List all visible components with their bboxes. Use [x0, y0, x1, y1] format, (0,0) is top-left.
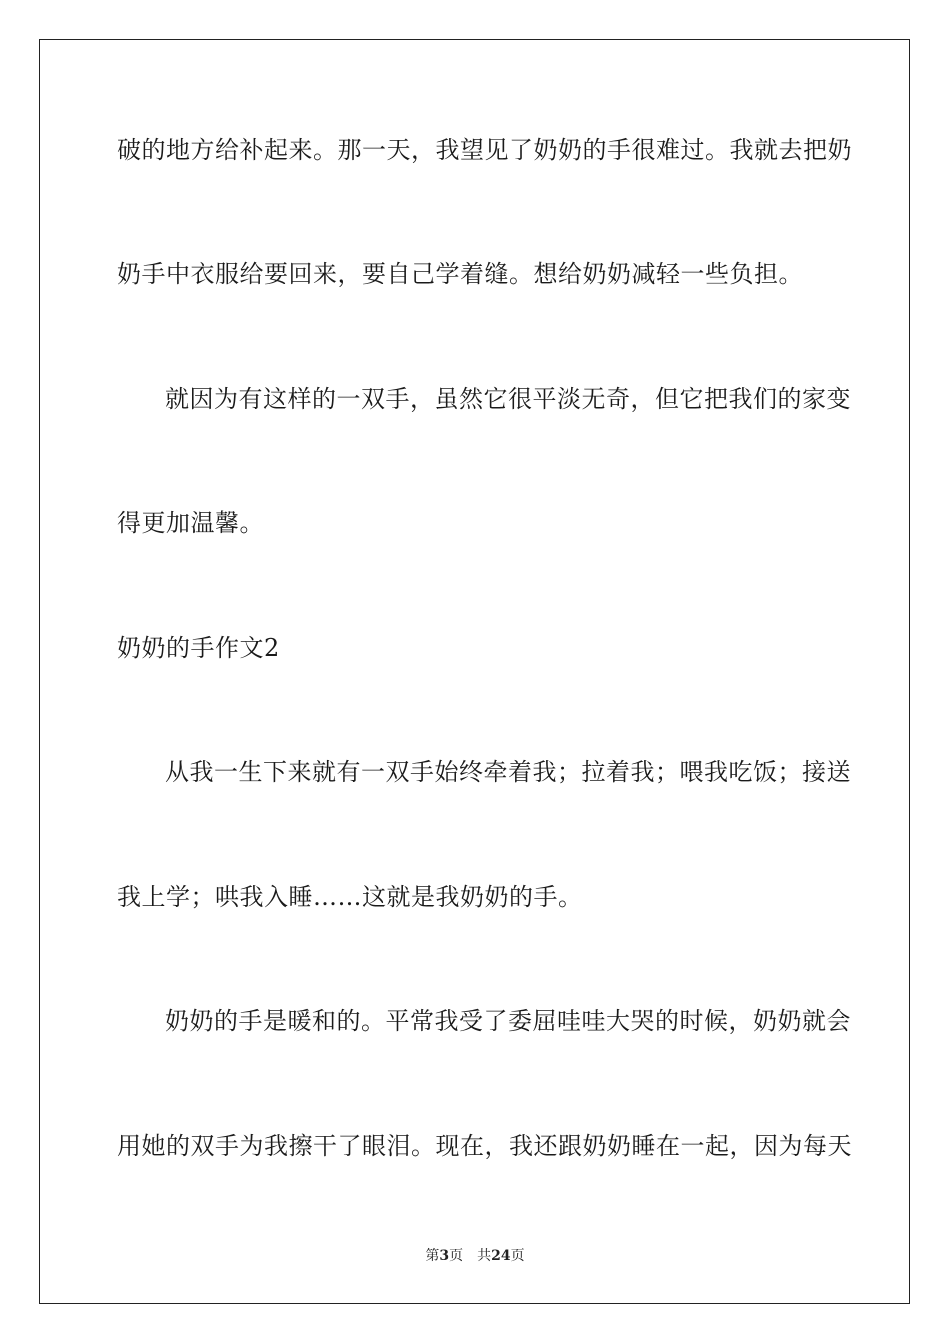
text-line-6: 从我一生下来就有一双手始终牵着我；拉着我；喂我吃饭；接送 [165, 758, 851, 786]
page-number: 3 [439, 1248, 450, 1264]
page-border [39, 39, 910, 1304]
text-line-2: 奶手中衣服给要回来，要自己学着缝。想给奶奶减轻一些负担。 [117, 260, 803, 288]
page-footer [0, 1247, 950, 1265]
page-suffix: 页 [449, 1248, 464, 1264]
total-pages: 24 [491, 1248, 511, 1264]
total-suffix: 页 [510, 1248, 525, 1264]
text-line-1: 破的地方给补起来。那一天，我望见了奶奶的手很难过。我就去把奶 [117, 136, 852, 164]
total-prefix: 共 [477, 1248, 492, 1264]
text-line-8: 奶奶的手是暖和的。平常我受了委屈哇哇大哭的时候，奶奶就会 [165, 1007, 851, 1035]
text-line-9: 用她的双手为我擦干了眼泪。现在，我还跟奶奶睡在一起，因为每天 [117, 1132, 852, 1160]
text-line-4: 得更加温馨。 [117, 509, 264, 537]
text-line-3: 就因为有这样的一双手，虽然它很平淡无奇，但它把我们的家变 [165, 385, 851, 413]
text-line-7: 我上学；哄我入睡……这就是我奶奶的手。 [117, 883, 583, 911]
section-heading: 奶奶的手作文2 [117, 634, 280, 662]
page-prefix: 第 [425, 1248, 440, 1264]
